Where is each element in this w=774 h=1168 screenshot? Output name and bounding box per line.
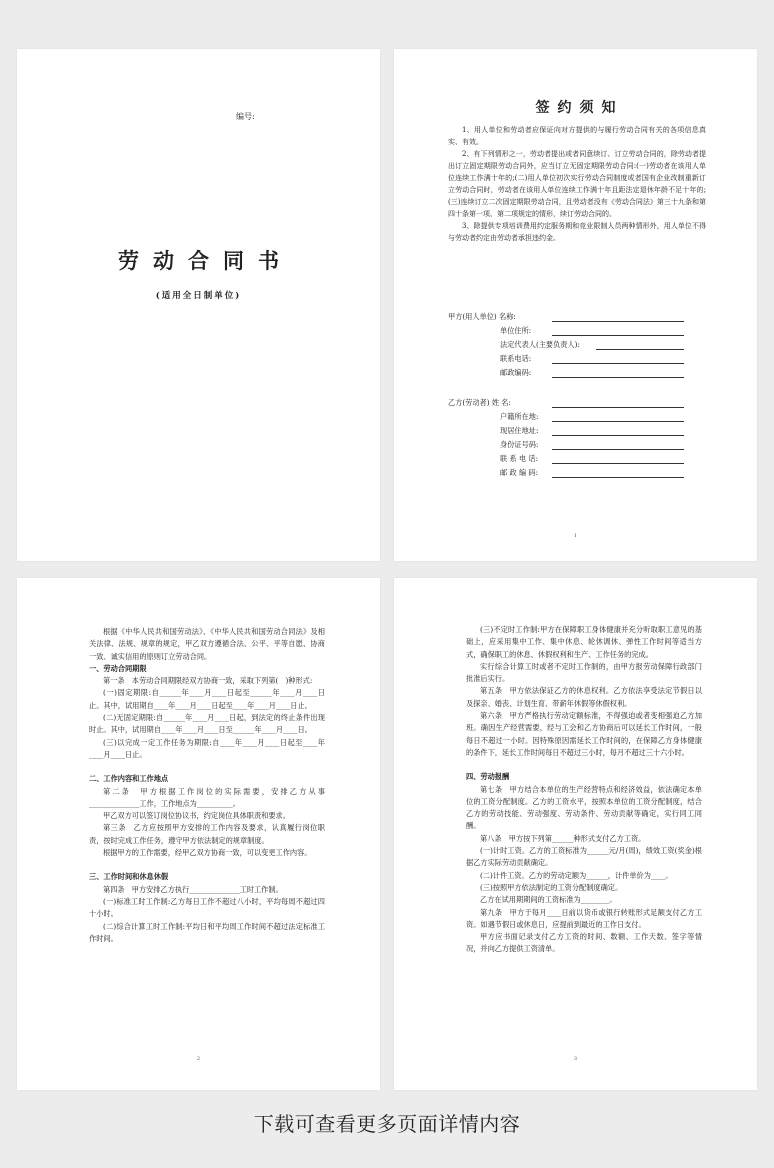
article-8-option-a: (一)计时工资。乙方的工资标准为______元/月(周)，绩效工资(奖金)根据乙方实际劳动贡献确定。 (466, 846, 702, 868)
notice-item: 2、有下列情形之一，劳动者提出或者同意续订、订立劳动合同的，除劳动者提出订立固定期限劳动合同外，应当订立无固定期限劳动合同:(一)劳动者在该用人单位连续工作满十年的;(二)用人单位初次实行劳动合同制度或者国有企业改制重新订立劳动合同时，劳动者在该用人单位连续工作满十年且距法定退休年龄不足十年的;(三)连续订立二次固定期限劳动合同，且劳动者没有《劳动合同法》第三十九条和第四十条第一项、第二项规定的情形，续订劳动合同的。 (448, 150, 706, 218)
party-a-field-label: 邮政编码: (500, 368, 532, 377)
article-8-probation: 乙方在试用期期间的工资标准为________。 (480, 895, 617, 905)
article-1: 第一条 本劳动合同期限经双方协商一致，采取下列第( )种形式: (103, 676, 313, 686)
section-heading: 一、劳动合同期限 (89, 663, 147, 673)
party-b-field-row (448, 467, 738, 479)
fill-line (552, 421, 684, 422)
intro-paragraph: 根据《中华人民共和国劳动法》、《中华人民共和国劳动合同法》及相关法律、法规、规章的规定，甲乙双方遵循合法、公平、平等自愿、协商一致、诚实信用的原则订立劳动合同。 (89, 627, 325, 661)
article-2: 第二条 甲方根据工作岗位的实际需要，安排乙方从事______________工作，工作地点为__________。 (89, 786, 325, 808)
fill-line (552, 321, 684, 322)
article-9-paragraph: 甲方应书面记录支付乙方工资的时间、数额、工作天数、签字等情况，并向乙方提供工资清单。 (466, 932, 702, 954)
section-heading: 四、劳动报酬 (466, 772, 510, 782)
article-4: 第四条 甲方安排乙方执行______________工时工作制。 (103, 884, 283, 894)
party-a-field-row (448, 325, 738, 337)
article-1-option-a: (一)固定期限:自______年____月____日起至______年____月____日止。其中，试用期自____年____月____日起至____年____月____日止。 (89, 688, 325, 710)
fill-line (552, 463, 684, 464)
article-3-paragraph: 根据甲方的工作需要，经甲乙双方协商一致，可以变更工作内容。 (103, 848, 312, 858)
party-b-name-row (448, 397, 738, 409)
party-b-field-row (448, 411, 738, 423)
contract-body (466, 624, 702, 956)
download-caption: 下载可查看更多页面详情内容 (253, 1112, 521, 1136)
contract-number-label: 编号: (236, 112, 255, 121)
article-8-option-b: (二)计件工资。乙方的劳动定额为______，计件单价为____。 (480, 870, 673, 880)
article-8-option-c: (三)按照甲方依法制定的工资分配制度确定。 (480, 882, 623, 892)
party-a-field-row (448, 339, 738, 351)
page-number: 1 (573, 533, 578, 539)
article-6: 第六条 甲方严格执行劳动定额标准，不得强迫或者变相强迫乙方加班。确因生产经营需要，经与工会和乙方协商后可以延长工作时间，一般每日不超过一小时。因特殊原因需延长工作时间的，在保障乙方身体健康的条件下，延长工作时间每日不超过三小时，每月不超过三十六小时。 (466, 711, 702, 757)
article-3: 第三条 乙方应按照甲方安排的工作内容及要求，认真履行岗位职责，按时完成工作任务，遵守甲方依法制定的规章制度。 (89, 823, 325, 845)
contract-page-3 (394, 578, 757, 1090)
party-b-field-label: 邮 政 编 码: (500, 468, 539, 477)
article-4-option-b: (二)综合计算工时工作制:平均日和平均周工作时间不超过法定标准工作时间。 (89, 921, 325, 943)
page-number: 3 (573, 1056, 578, 1062)
fill-line (552, 335, 684, 336)
notice-list (448, 124, 706, 244)
party-b-field-row (448, 453, 738, 465)
section-heading: 二、工作内容和工作地点 (89, 774, 169, 784)
article-7: 第七条 甲方结合本单位的生产经营特点和经济效益，依法确定本单位的工资分配制度。乙方的工资水平，按照本单位的工资分配制度，结合乙方的劳动技能、劳动强度、劳动条件、劳动贡献等确定，实行同工同酬。 (466, 784, 702, 831)
paragraph: (三)不定时工作制:甲方在保障职工身体健康并充分听取职工意见的基础上，应采用集中工作、集中休息、轮休调休、弹性工作时间等适当方式，确保职工的休息、休假权利和生产、工作任务的完成。 (466, 625, 702, 659)
contract-subtitle: (适用全日制单位) (155, 291, 242, 301)
section-heading: 三、工作时间和休息休假 (89, 872, 169, 882)
party-a-field-row (448, 353, 738, 365)
contract-page-2 (17, 578, 380, 1090)
party-b-field-row (448, 439, 738, 451)
party-b-field-label: 身份证号码: (500, 440, 539, 449)
cover-page (17, 49, 380, 561)
fill-line (552, 435, 684, 436)
signing-notice-page (394, 49, 757, 561)
paragraph: 实行综合计算工时或者不定时工作制的，由甲方报劳动保障行政部门批准后实行。 (466, 661, 702, 684)
contract-body (89, 626, 325, 945)
article-2-paragraph: 甲乙双方可以签订岗位协议书，约定岗位具体职责和要求。 (103, 811, 290, 821)
party-a-field-row (448, 367, 738, 379)
party-b-field-label: 联 系 电 话: (500, 454, 539, 463)
party-a-field-label: 联系电话: (500, 354, 532, 363)
party-a-name-label: 甲方(用人单位) 名称: (448, 312, 516, 321)
party-a-name-row (448, 311, 738, 323)
party-a-field-label: 单位住所: (500, 326, 532, 335)
party-a-field-label: 法定代表人(主要负责人): (500, 340, 580, 349)
notice-item: 3、除提供专项培训费用约定服务期和竞业限制人员两种情形外，用人单位不得与劳动者约定由劳动者承担违约金。 (448, 222, 706, 242)
party-b-field-label: 户籍所在地: (500, 412, 539, 421)
fill-line (552, 477, 684, 478)
fill-line (596, 349, 684, 350)
fill-line (552, 377, 684, 378)
article-4-option-a: (一)标准工时工作制:乙方每日工作不超过八小时，平均每周不超过四十小时。 (89, 896, 325, 919)
article-1-option-c: (三)以完成一定工作任务为期限:自____年____月____日起至____年____月____日止。 (89, 737, 325, 759)
fill-line (552, 363, 684, 364)
article-9: 第九条 甲方于每月____日前以货币或银行转账形式足额支付乙方工资。如遇节假日或休息日，应提前到最近的工作日支付。 (466, 907, 702, 929)
party-b-field-label: 现居住地址: (500, 426, 539, 435)
page-number: 2 (196, 1056, 201, 1062)
fill-line (552, 407, 684, 408)
article-1-option-b: (二)无固定期限:自______年____月____日起，到法定的终止条件出现时止。其中，试用期自____年____月____日至______年____月____日。 (89, 713, 325, 735)
article-5: 第五条 甲方依法保证乙方的休息权利。乙方依法享受法定节假日以及探亲、婚丧、计划生育、带薪年休假等休假权利。 (466, 686, 702, 708)
fill-line (552, 449, 684, 450)
notice-item: 1、用人单位和劳动者应保证向对方提供的与履行劳动合同有关的各项信息真实、有效。 (448, 126, 706, 146)
party-b-field-row (448, 425, 738, 437)
notice-title: 签约须知 (535, 100, 624, 116)
party-b-name-label: 乙方(劳动者) 姓 名: (448, 398, 511, 407)
article-8: 第八条 甲方按下列第______种形式支付乙方工资。 (480, 833, 646, 843)
contract-title: 劳动合同书 (118, 248, 293, 273)
